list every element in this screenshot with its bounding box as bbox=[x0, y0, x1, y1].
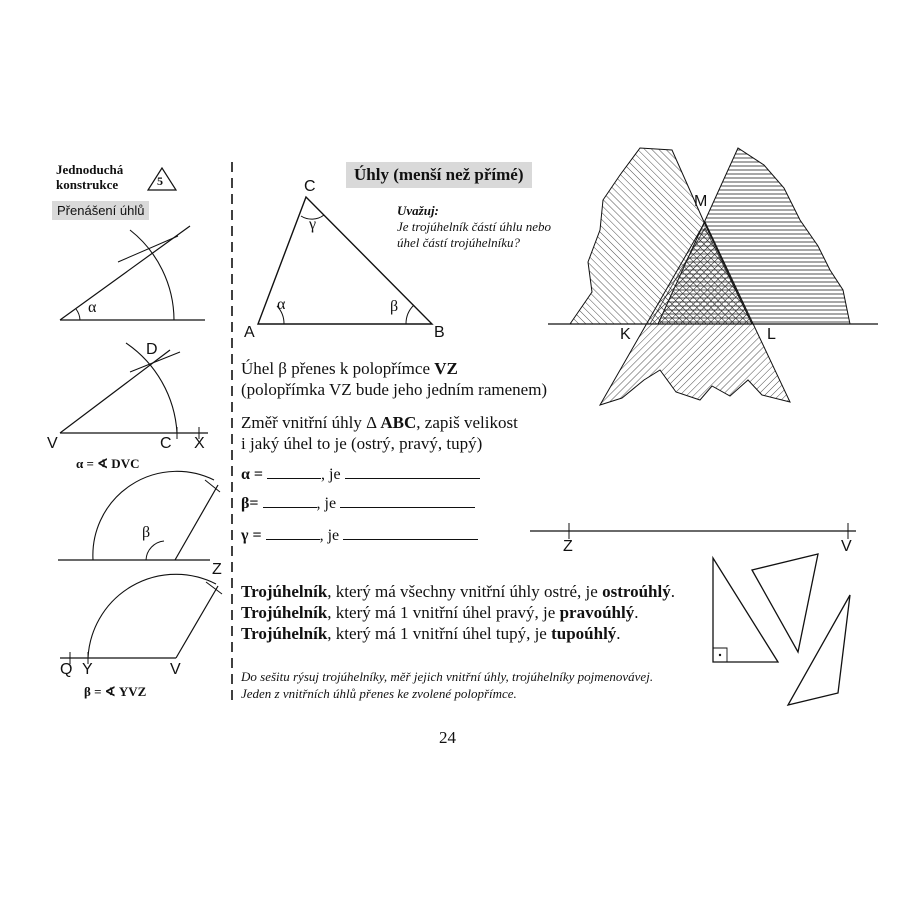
mountain-m-label: M bbox=[694, 193, 708, 210]
fig2-x-label: X bbox=[194, 435, 205, 452]
task1 bbox=[241, 358, 547, 400]
answer-row-beta bbox=[241, 493, 475, 513]
answer-gamma-type-blank[interactable] bbox=[343, 525, 478, 540]
fig2-d-label: D bbox=[146, 341, 158, 358]
fig1-alpha-label: α bbox=[88, 299, 97, 316]
triangle-beta-label: β bbox=[390, 298, 399, 315]
fig2-angle-dvc bbox=[60, 343, 208, 439]
note-line1: Do sešitu rýsuj trojúhelníky, měř jejich vnitřní úhly, trojúhelníky pojmenovávej. bbox=[241, 669, 654, 684]
answer-beta-label: β= bbox=[241, 495, 259, 512]
fig2-caption: α = ∢ DVC bbox=[76, 456, 140, 471]
sidebar-heading bbox=[56, 162, 123, 192]
rule-acute: Trojúhelník, který má všechny vnitřní úhly ostré, je ostroúhlý. bbox=[241, 582, 675, 601]
task2-line1-post: , zapiš velikost bbox=[416, 413, 518, 432]
task1-line1-pre: Úhel β přenes k polopřímce bbox=[241, 359, 435, 378]
sidebar-number: 5 bbox=[157, 174, 163, 188]
answer-gamma-label: γ = bbox=[241, 527, 262, 544]
sidebar-tag: Přenášení úhlů bbox=[52, 201, 149, 220]
think-line2: úhel částí trojúhelníku? bbox=[397, 235, 520, 250]
fig4-y-label: Y bbox=[82, 661, 93, 678]
task2-line2: i jaký úhel to je (ostrý, pravý, tupý) bbox=[241, 434, 483, 453]
answer-gamma-value-blank[interactable] bbox=[266, 525, 320, 540]
answer-beta-value-blank[interactable] bbox=[263, 493, 317, 508]
ray-z-label: Z bbox=[563, 538, 573, 555]
task2 bbox=[241, 412, 518, 454]
sidebar-heading-line1: Jednoduchá bbox=[56, 162, 124, 177]
fig3-beta-label: β bbox=[142, 524, 151, 541]
mountains-figure bbox=[548, 148, 878, 405]
think-box bbox=[397, 203, 551, 251]
fig4-caption: β = ∢ YVZ bbox=[84, 684, 147, 699]
rule-obtuse: Trojúhelník, který má 1 vnitřní úhel tupý, je tupoúhlý. bbox=[241, 624, 621, 643]
rule-right: Trojúhelník, který má 1 vnitřní úhel pravý, je pravoúhlý. bbox=[241, 603, 639, 622]
mountain-k-label: K bbox=[620, 326, 631, 343]
note-line2: Jeden z vnitřních úhlů přenes ke zvolené polopřímce. bbox=[241, 686, 517, 701]
triangle-a-label: A bbox=[244, 324, 255, 341]
answer-row-gamma bbox=[241, 525, 478, 545]
homework-note bbox=[241, 668, 653, 702]
sidebar-heading-line2: konstrukce bbox=[56, 177, 119, 192]
mountain-l-label: L bbox=[767, 326, 776, 343]
triangle-gamma-label: γ bbox=[309, 216, 317, 233]
fig4-z-label: Z bbox=[212, 561, 222, 578]
answer-alpha-type-blank[interactable] bbox=[345, 464, 480, 479]
answer-alpha-mid: , je bbox=[321, 466, 341, 483]
example-triangles bbox=[713, 554, 850, 705]
answer-beta-type-blank[interactable] bbox=[340, 493, 475, 508]
think-label: Uvažuj: bbox=[397, 203, 439, 218]
rules bbox=[241, 581, 675, 644]
answer-gamma-mid: , je bbox=[319, 527, 340, 544]
fig3-angle-beta bbox=[58, 471, 220, 560]
page-number: 24 bbox=[439, 728, 456, 747]
fig2-v-label: V bbox=[47, 435, 58, 452]
triangle-alpha-label: α bbox=[277, 296, 286, 313]
ray-zv bbox=[530, 523, 856, 539]
answer-alpha-label: α = bbox=[241, 466, 264, 483]
answer-alpha-value-blank[interactable] bbox=[267, 464, 321, 479]
ray-v-label: V bbox=[841, 538, 852, 555]
fig4-angle-yvz bbox=[60, 574, 222, 664]
task1-line2: (polopřímka VZ bude jeho jedním ramenem) bbox=[241, 380, 548, 399]
fig4-v-label: V bbox=[170, 661, 181, 678]
fig1-angle-alpha bbox=[60, 226, 205, 320]
answer-row-alpha bbox=[241, 464, 480, 484]
right-triangle bbox=[713, 558, 778, 662]
task1-line1-bold: VZ bbox=[434, 359, 458, 378]
answer-beta-mid: , je bbox=[316, 495, 337, 512]
think-line1: Je trojúhelník částí úhlu nebo bbox=[397, 219, 552, 234]
page-title: Úhly (menší než přímé) bbox=[346, 162, 532, 188]
fig2-c-label: C bbox=[160, 435, 172, 452]
triangle-c-label: C bbox=[304, 178, 316, 195]
fig4-q-label: Q bbox=[60, 661, 73, 678]
task2-line1-bold: ABC bbox=[380, 413, 417, 432]
task2-line1-pre: Změř vnitřní úhly Δ bbox=[241, 413, 381, 432]
triangle-b-label: B bbox=[434, 324, 445, 341]
